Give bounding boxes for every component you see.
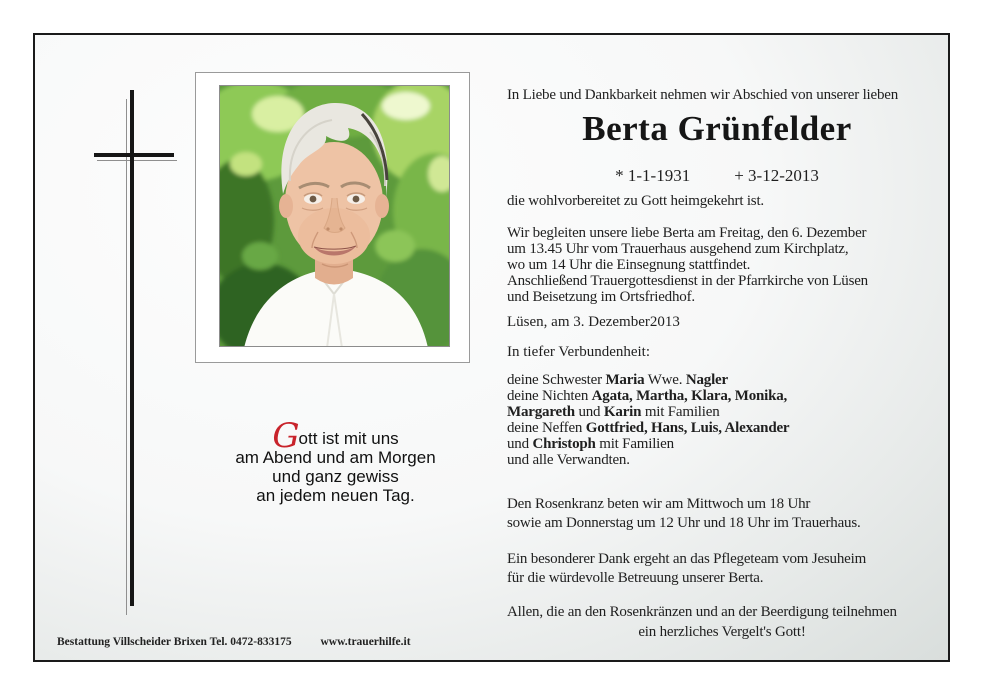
birth-symbol: * [615, 166, 624, 185]
funeral-announcement [507, 225, 927, 305]
funeral-line: um 13.45 Uhr vom Trauerhaus ausgehend zum Kirchplatz, [507, 241, 849, 257]
funeral-line: wo um 14 Uhr die Einsegnung stattfindet. [507, 257, 751, 273]
deceased-name: Berta Grünfelder [582, 109, 852, 148]
death-cross-symbol: + [734, 166, 744, 185]
rosary-schedule [507, 495, 927, 532]
portrait-photo [219, 85, 450, 347]
rosary-line: Den Rosenkranz beten wir am Mittwoch um 18 Uhr [507, 496, 811, 512]
verse-initial-letter: G [272, 416, 298, 456]
funeral-line: Anschließend Trauergottesdienst in der Pfarrkirche von Lüsen [507, 273, 868, 289]
portrait-illustration [220, 86, 450, 347]
funeral-line: und Beisetzung im Ortsfriedhof. [507, 289, 695, 305]
funeral-home-name: Bestattung Villscheider Brixen Tel. 0472-833175 [57, 636, 292, 648]
condolence-heading: In tiefer Verbundenheit: [507, 344, 651, 360]
cross-horizontal-bar [94, 153, 174, 157]
thanks-line: für die würdevolle Betreuung unserer Berta. [507, 569, 764, 586]
verse-line-1 [213, 416, 458, 456]
relatives-list [507, 372, 927, 468]
closing-line: ein herzliches Vergelt's Gott! [638, 624, 806, 640]
thanks-paragraph [507, 550, 927, 587]
relatives-line: und alle Verwandten. [507, 452, 630, 468]
verse-line-2: am Abend und am Morgen [235, 448, 436, 467]
life-dates [507, 166, 927, 186]
relatives-line: Margareth und Karin mit Familien [507, 404, 720, 420]
homecoming-line: die wohlvorbereitet zu Gott heimgekehrt ist. [507, 193, 764, 209]
cross-vertical-bar [130, 90, 134, 606]
relatives-line: deine Schwester Maria Wwe. Nagler [507, 372, 728, 388]
verse-line-1-rest: ott ist mit uns [298, 429, 399, 448]
funeral-line: Wir begleiten unsere liebe Berta am Freitag, den 6. Dezember [507, 225, 867, 241]
birth-date: * 1-1-1931 [615, 166, 691, 185]
closing-paragraph [507, 602, 937, 642]
relatives-line: deine Nichten Agata, Martha, Klara, Monika, [507, 388, 788, 404]
rosary-line: sowie am Donnerstag um 12 Uhr und 18 Uhr im Trauerhaus. [507, 514, 861, 531]
memorial-verse [213, 416, 458, 505]
relatives-line: deine Neffen Gottfried, Hans, Luis, Alexander [507, 420, 790, 436]
relatives-line: und Christoph mit Familien [507, 436, 674, 452]
portrait-frame [195, 72, 470, 363]
cross-horizontal-shadow-line [97, 160, 177, 161]
funeral-home-imprint [57, 636, 411, 648]
death-date: + 3-12-2013 [734, 166, 819, 185]
funeral-home-website: www.trauerhilfe.it [320, 636, 411, 648]
memorial-card [33, 33, 950, 662]
intro-line: In Liebe und Dankbarkeit nehmen wir Abschied von unserer lieben [507, 87, 899, 103]
cross-vertical-shadow-line [126, 99, 127, 615]
closing-line: Allen, die an den Rosenkränzen und an der Beerdigung teilnehmen [507, 604, 897, 620]
thanks-line: Ein besonderer Dank ergeht an das Pflegeteam vom Jesuheim [507, 551, 867, 567]
verse-line-3: und ganz gewiss [272, 467, 399, 486]
verse-line-4: an jedem neuen Tag. [256, 486, 415, 505]
place-date-line: Lüsen, am 3. Dezember2013 [507, 314, 680, 330]
